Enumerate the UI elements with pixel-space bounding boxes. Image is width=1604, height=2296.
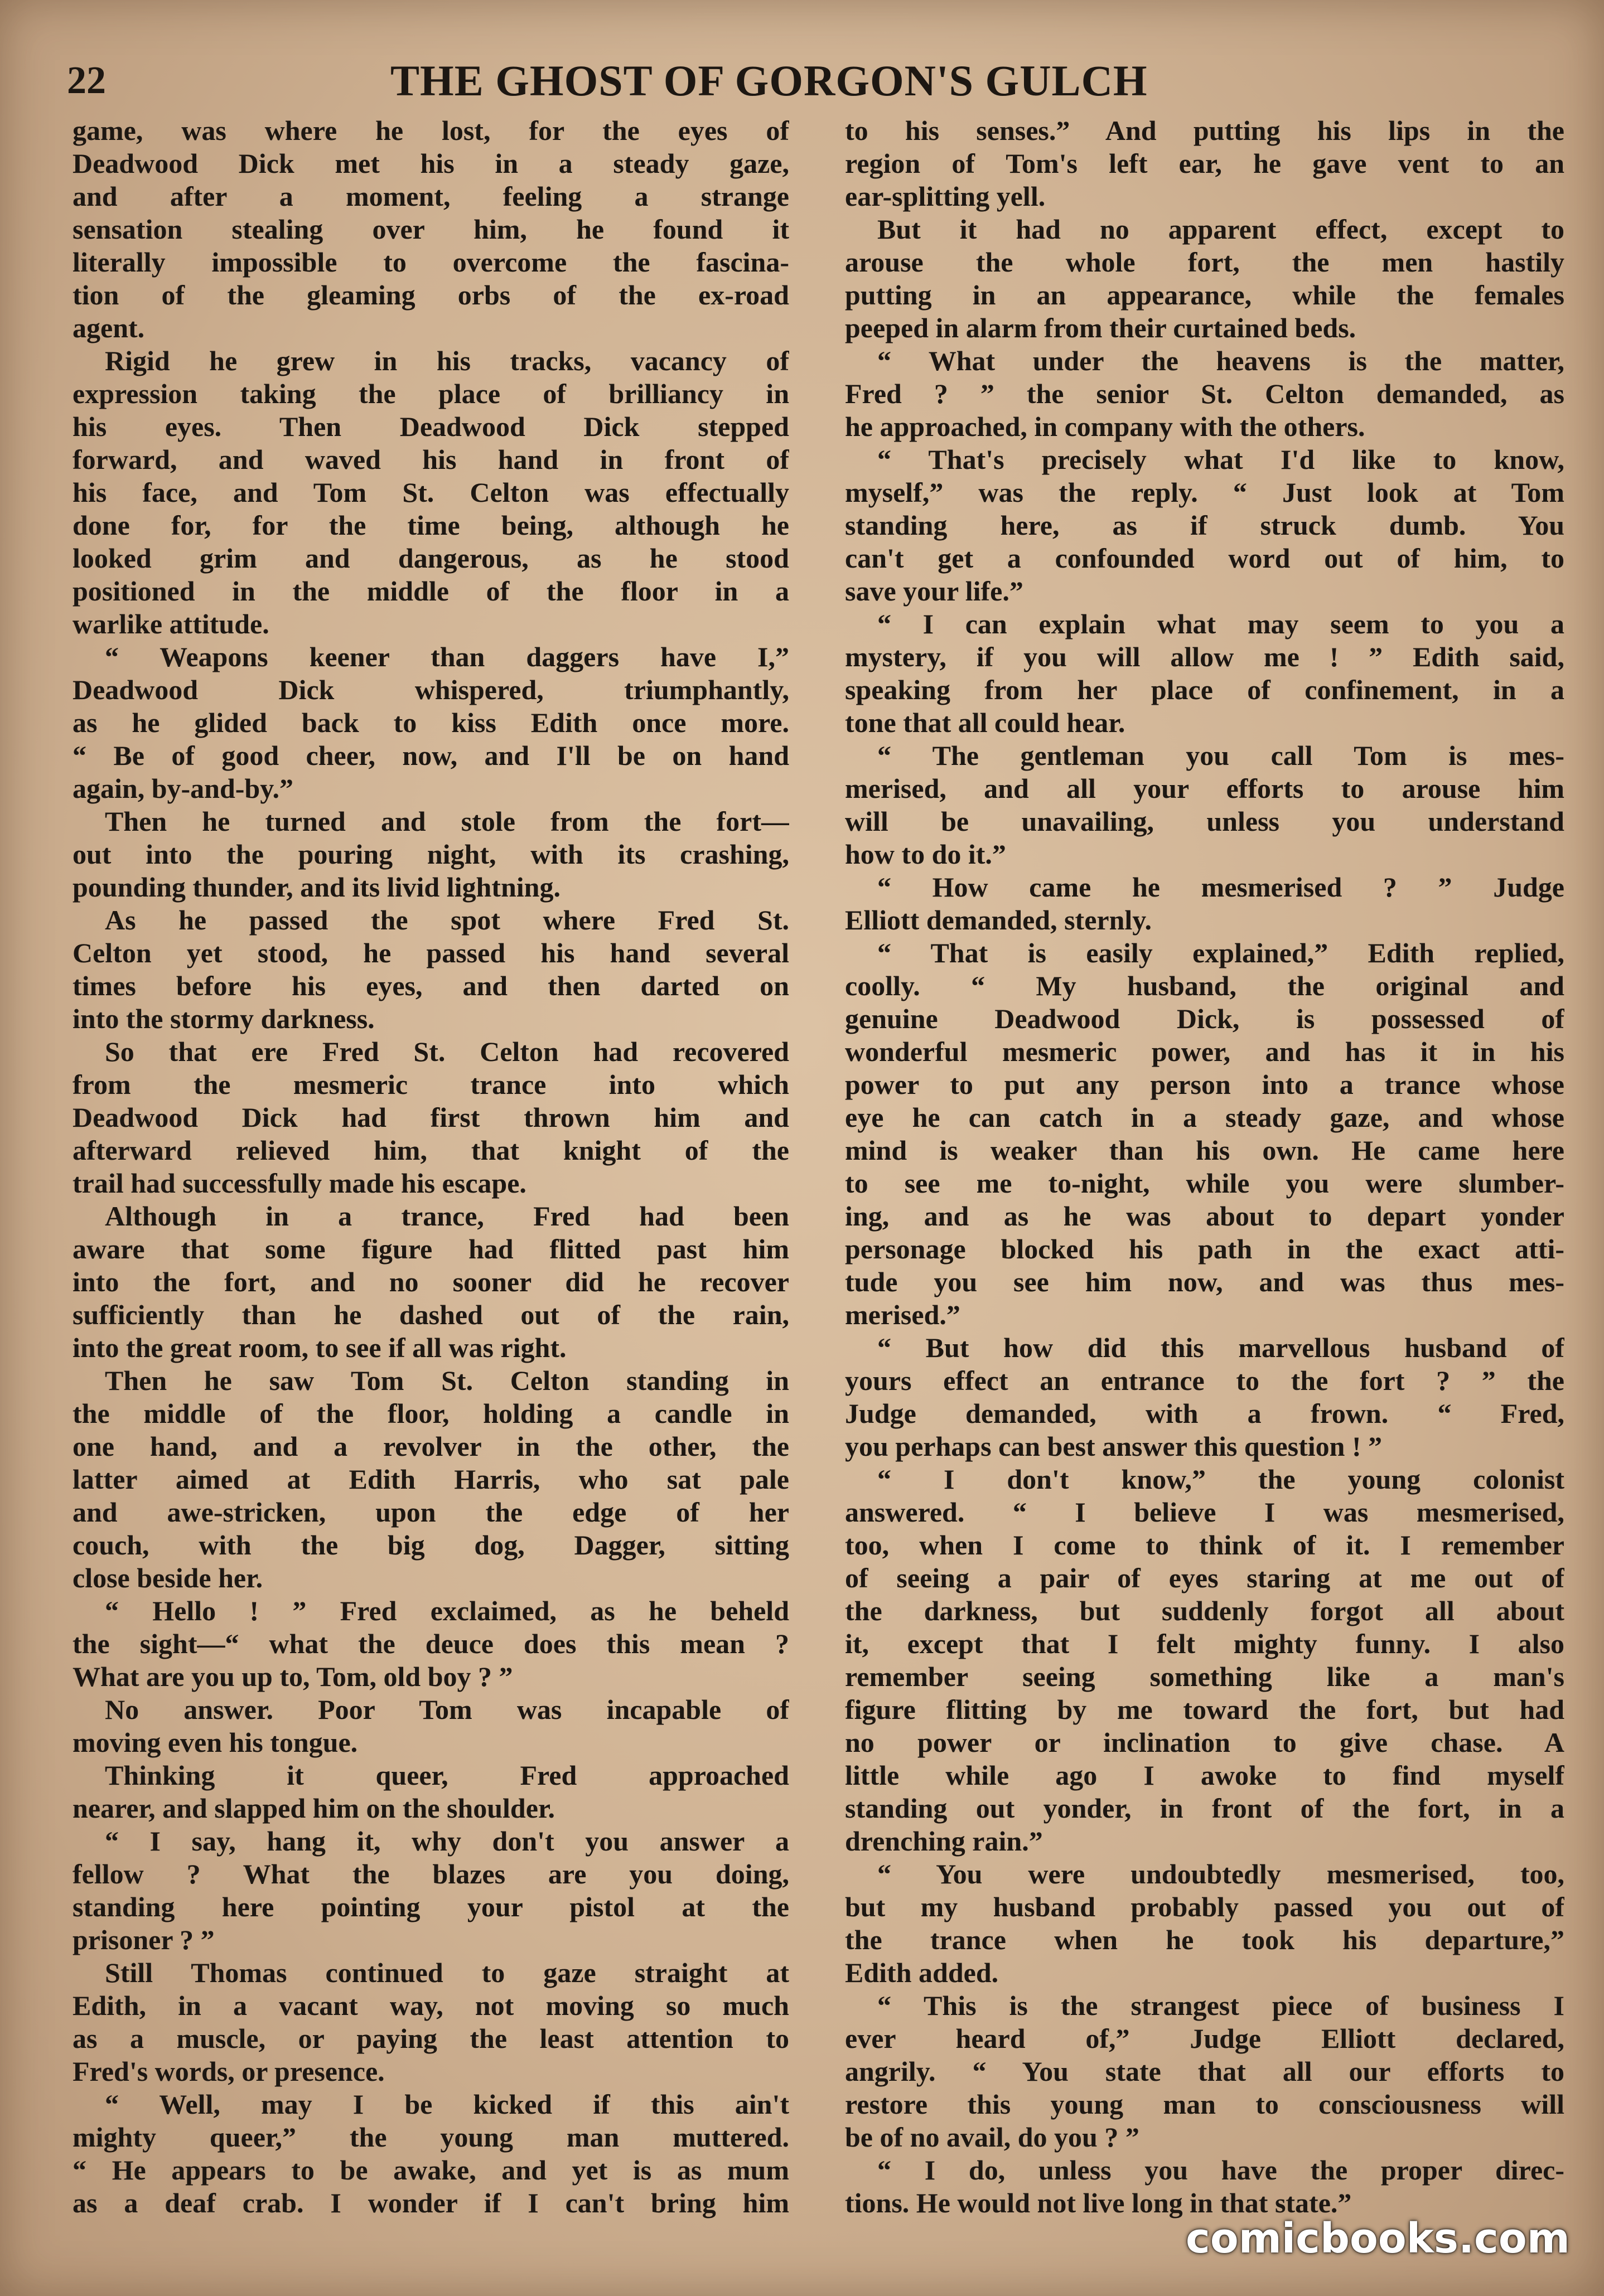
text-line: the middle of the floor, holding a candle in	[73, 1398, 789, 1429]
text-line: agent.	[73, 312, 145, 343]
text-line: Deadwood Dick whispered, triumphantly,	[73, 674, 789, 705]
text-line: personage blocked his path in the exact atti-	[845, 1233, 1564, 1265]
text-line: close beside her.	[73, 1562, 263, 1593]
text-line: “ I say, hang it, why don't you answer a	[105, 1825, 789, 1857]
text-line: as a muscle, or paying the least attention to	[73, 2023, 789, 2054]
text-line: As he passed the spot where Fred St.	[105, 904, 789, 936]
text-line: you perhaps can best answer this question ! ”	[845, 1431, 1383, 1462]
text-line: region of Tom's left ear, he gave vent to an	[845, 148, 1564, 179]
text-line: Then he saw Tom St. Celton standing in	[105, 1365, 789, 1396]
text-line: mind is weaker than his own. He came here	[845, 1135, 1564, 1166]
text-line: remember seeing something like a man's	[845, 1661, 1564, 1692]
text-line: tion of the gleaming orbs of the ex-road	[73, 279, 789, 311]
text-line: Fred's words, or presence.	[73, 2056, 385, 2087]
text-line: latter aimed at Edith Harris, who sat pale	[73, 1464, 789, 1495]
text-line: will be unavailing, unless you understand	[845, 806, 1564, 837]
text-line: standing out yonder, in front of the fort, in a	[845, 1793, 1564, 1824]
text-line: power to put any person into a trance whose	[845, 1069, 1564, 1100]
text-line: sensation stealing over him, he found it	[73, 214, 789, 245]
text-line: Thinking it queer, Fred approached	[105, 1760, 789, 1791]
text-line: couch, with the big dog, Dagger, sitting	[73, 1529, 789, 1561]
text-line: prisoner ? ”	[73, 1924, 215, 1955]
text-line: the sight—“ what the deuce does this mean ?	[73, 1628, 789, 1659]
text-line: Deadwood Dick met his in a steady gaze,	[73, 148, 789, 179]
text-line: coolly. “ My husband, the original and	[845, 970, 1564, 1001]
page-number: 22	[67, 59, 106, 102]
text-line: drenching rain.”	[845, 1825, 1043, 1857]
text-line: wonderful mesmeric power, and has it in his	[845, 1036, 1564, 1067]
text-line: “ Weapons keener than daggers have I,”	[105, 641, 789, 672]
text-line: tions. He would not live long in that state.”	[845, 2187, 1352, 2219]
text-line: “ He appears to be awake, and yet is as mum	[73, 2154, 789, 2186]
text-line: Edith added.	[845, 1957, 999, 1988]
text-line: from the mesmeric trance into which	[73, 1069, 789, 1100]
text-line: “ That is easily explained,” Edith replied,	[877, 937, 1564, 968]
text-line: “ But how did this marvellous husband of	[877, 1332, 1564, 1363]
text-line: fellow ? What the blazes are you doing,	[73, 1858, 789, 1890]
text-line: it, except that I felt mighty funny. I also	[845, 1628, 1564, 1659]
text-line: out into the pouring night, with its crashing,	[73, 839, 789, 870]
text-line: and after a moment, feeling a strange	[73, 181, 789, 212]
text-line: tude you see him now, and was thus mes-	[845, 1266, 1564, 1297]
text-line: But it had no apparent effect, except to	[877, 214, 1564, 245]
text-line: done for, for the time being, although he	[73, 510, 789, 541]
text-line: sufficiently than he dashed out of the rain,	[73, 1299, 789, 1330]
text-line: merised.”	[845, 1299, 960, 1330]
text-line: the darkness, but suddenly forgot all about	[845, 1595, 1564, 1626]
text-line: into the great room, to see if all was right.	[73, 1332, 567, 1363]
text-line: standing here, as if struck dumb. You	[845, 510, 1564, 541]
text-line: moving even his tongue.	[73, 1727, 358, 1758]
text-line: yours effect an entrance to the fort ? ” the	[845, 1365, 1564, 1396]
text-line: “ Hello ! ” Fred exclaimed, as he beheld	[105, 1595, 789, 1626]
text-line: restore this young man to consciousness will	[845, 2089, 1564, 2120]
site-watermark: comicbooks.com	[1186, 2215, 1570, 2263]
left-text-column	[73, 114, 789, 2220]
text-line: positioned in the middle of the floor in a	[73, 575, 789, 607]
text-line: as a deaf crab. I wonder if I can't bring him	[73, 2187, 789, 2219]
text-line: So that ere Fred St. Celton had recovered	[105, 1036, 789, 1067]
text-line: pounding thunder, and its livid lightning.	[73, 871, 561, 903]
text-line: “ I do, unless you have the proper direc-	[877, 2154, 1564, 2186]
text-line: literally impossible to overcome the fascina-	[73, 246, 789, 278]
text-line: “ You were undoubtedly mesmerised, too,	[877, 1858, 1564, 1890]
text-line: his face, and Tom St. Celton was effectually	[73, 477, 789, 508]
text-line: answered. “ I believe I was mesmerised,	[845, 1496, 1564, 1528]
text-line: “ How came he mesmerised ? ” Judge	[877, 871, 1564, 903]
text-line: Fred ? ” the senior St. Celton demanded, as	[845, 378, 1564, 409]
text-line: speaking from her place of confinement, in a	[845, 674, 1564, 705]
text-line: Elliott demanded, sternly.	[845, 904, 1152, 936]
text-line: tone that all could hear.	[845, 707, 1125, 738]
text-line: no power or inclination to give chase. A	[845, 1727, 1564, 1758]
text-line: “ I don't know,” the young colonist	[877, 1464, 1564, 1495]
text-line: little while ago I awoke to find myself	[845, 1760, 1564, 1791]
text-line: ing, and as he was about to depart yonder	[845, 1200, 1564, 1232]
text-line: “ Be of good cheer, now, and I'll be on hand	[73, 740, 789, 771]
text-line: expression taking the place of brilliancy in	[73, 378, 789, 409]
page-header	[67, 53, 1573, 109]
text-line: of seeing a pair of eyes staring at me out of	[845, 1562, 1564, 1593]
text-line: aware that some figure had flitted past him	[73, 1233, 789, 1265]
text-line: into the stormy darkness.	[73, 1003, 375, 1034]
text-line: myself,” was the reply. “ Just look at Tom	[845, 477, 1564, 508]
text-line: Deadwood Dick had first thrown him and	[73, 1102, 789, 1133]
text-line: standing here pointing your pistol at the	[73, 1891, 789, 1922]
text-line: angrily. “ You state that all our efforts to	[845, 2056, 1564, 2087]
text-line: peeped in alarm from their curtained beds.	[845, 312, 1356, 343]
text-line: too, when I come to think of it. I remember	[845, 1529, 1564, 1561]
text-line: “ This is the strangest piece of business I	[877, 1990, 1564, 2021]
text-line: mystery, if you will allow me ! ” Edith said,	[845, 641, 1564, 672]
text-line: nearer, and slapped him on the shoulder.	[73, 1793, 555, 1824]
text-line: Celton yet stood, he passed his hand several	[73, 937, 789, 968]
text-line: “ What under the heavens is the matter,	[877, 345, 1564, 376]
text-line: how to do it.”	[845, 839, 1006, 870]
text-line: warlike attitude.	[73, 608, 269, 640]
text-line: one hand, and a revolver in the other, the	[73, 1431, 789, 1462]
text-line: “ I can explain what may seem to you a	[877, 608, 1564, 640]
text-line: to see me to-night, while you were slumber-	[845, 1168, 1564, 1199]
text-line: “ The gentleman you call Tom is mes-	[877, 740, 1564, 771]
text-line: but my husband probably passed you out of	[845, 1891, 1564, 1922]
text-line: No answer. Poor Tom was incapable of	[105, 1694, 789, 1725]
text-line: be of no avail, do you ? ”	[845, 2121, 1139, 2153]
text-line: the trance when he took his departure,”	[845, 1924, 1564, 1955]
text-line: trail had successfully made his escape.	[73, 1168, 526, 1199]
text-line: eye he can catch in a steady gaze, and whose	[845, 1102, 1564, 1133]
text-line: mighty queer,” the young man muttered.	[73, 2121, 789, 2153]
text-line: his eyes. Then Deadwood Dick stepped	[73, 411, 789, 442]
text-line: afterward relieved him, that knight of the	[73, 1135, 789, 1166]
text-line: “ Well, may I be kicked if this ain't	[105, 2089, 789, 2120]
text-line: Rigid he grew in his tracks, vacancy of	[105, 345, 789, 376]
text-line: putting in an appearance, while the females	[845, 279, 1564, 311]
text-line: Judge demanded, with a frown. “ Fred,	[845, 1398, 1564, 1429]
text-line: ever heard of,” Judge Elliott declared,	[845, 2023, 1564, 2054]
right-text-column	[845, 114, 1564, 2220]
text-line: Although in a trance, Fred had been	[105, 1200, 789, 1232]
text-line: What are you up to, Tom, old boy ? ”	[73, 1661, 513, 1692]
text-line: game, was where he lost, for the eyes of	[73, 115, 789, 146]
text-line: save your life.”	[845, 575, 1023, 607]
text-line: ear-splitting yell.	[845, 181, 1046, 212]
text-line: he approached, in company with the others.	[845, 411, 1365, 442]
text-line: into the fort, and no sooner did he recover	[73, 1266, 789, 1297]
text-line: arouse the whole fort, the men hastily	[845, 246, 1564, 278]
running-title: THE GHOST OF GORGON'S GULCH	[390, 56, 1148, 105]
text-line: merised, and all your efforts to arouse him	[845, 773, 1564, 804]
text-line: and awe-stricken, upon the edge of her	[73, 1496, 789, 1528]
text-line: “ That's precisely what I'd like to know,	[877, 444, 1564, 475]
text-line: Edith, in a vacant way, not moving so much	[73, 1990, 789, 2021]
text-line: looked grim and dangerous, as he stood	[73, 542, 789, 574]
text-line: Then he turned and stole from the fort—	[105, 806, 789, 837]
text-line: figure flitting by me toward the fort, but had	[845, 1694, 1564, 1725]
text-line: as he glided back to kiss Edith once more.	[73, 707, 789, 738]
text-line: forward, and waved his hand in front of	[73, 444, 789, 475]
text-line: Still Thomas continued to gaze straight at	[105, 1957, 789, 1988]
text-line: to his senses.” And putting his lips in the	[845, 115, 1564, 146]
text-line: genuine Deadwood Dick, is possessed of	[845, 1003, 1564, 1034]
text-line: times before his eyes, and then darted on	[73, 970, 789, 1001]
text-line: again, by-and-by.”	[73, 773, 293, 804]
text-line: can't get a confounded word out of him, to	[845, 542, 1564, 574]
